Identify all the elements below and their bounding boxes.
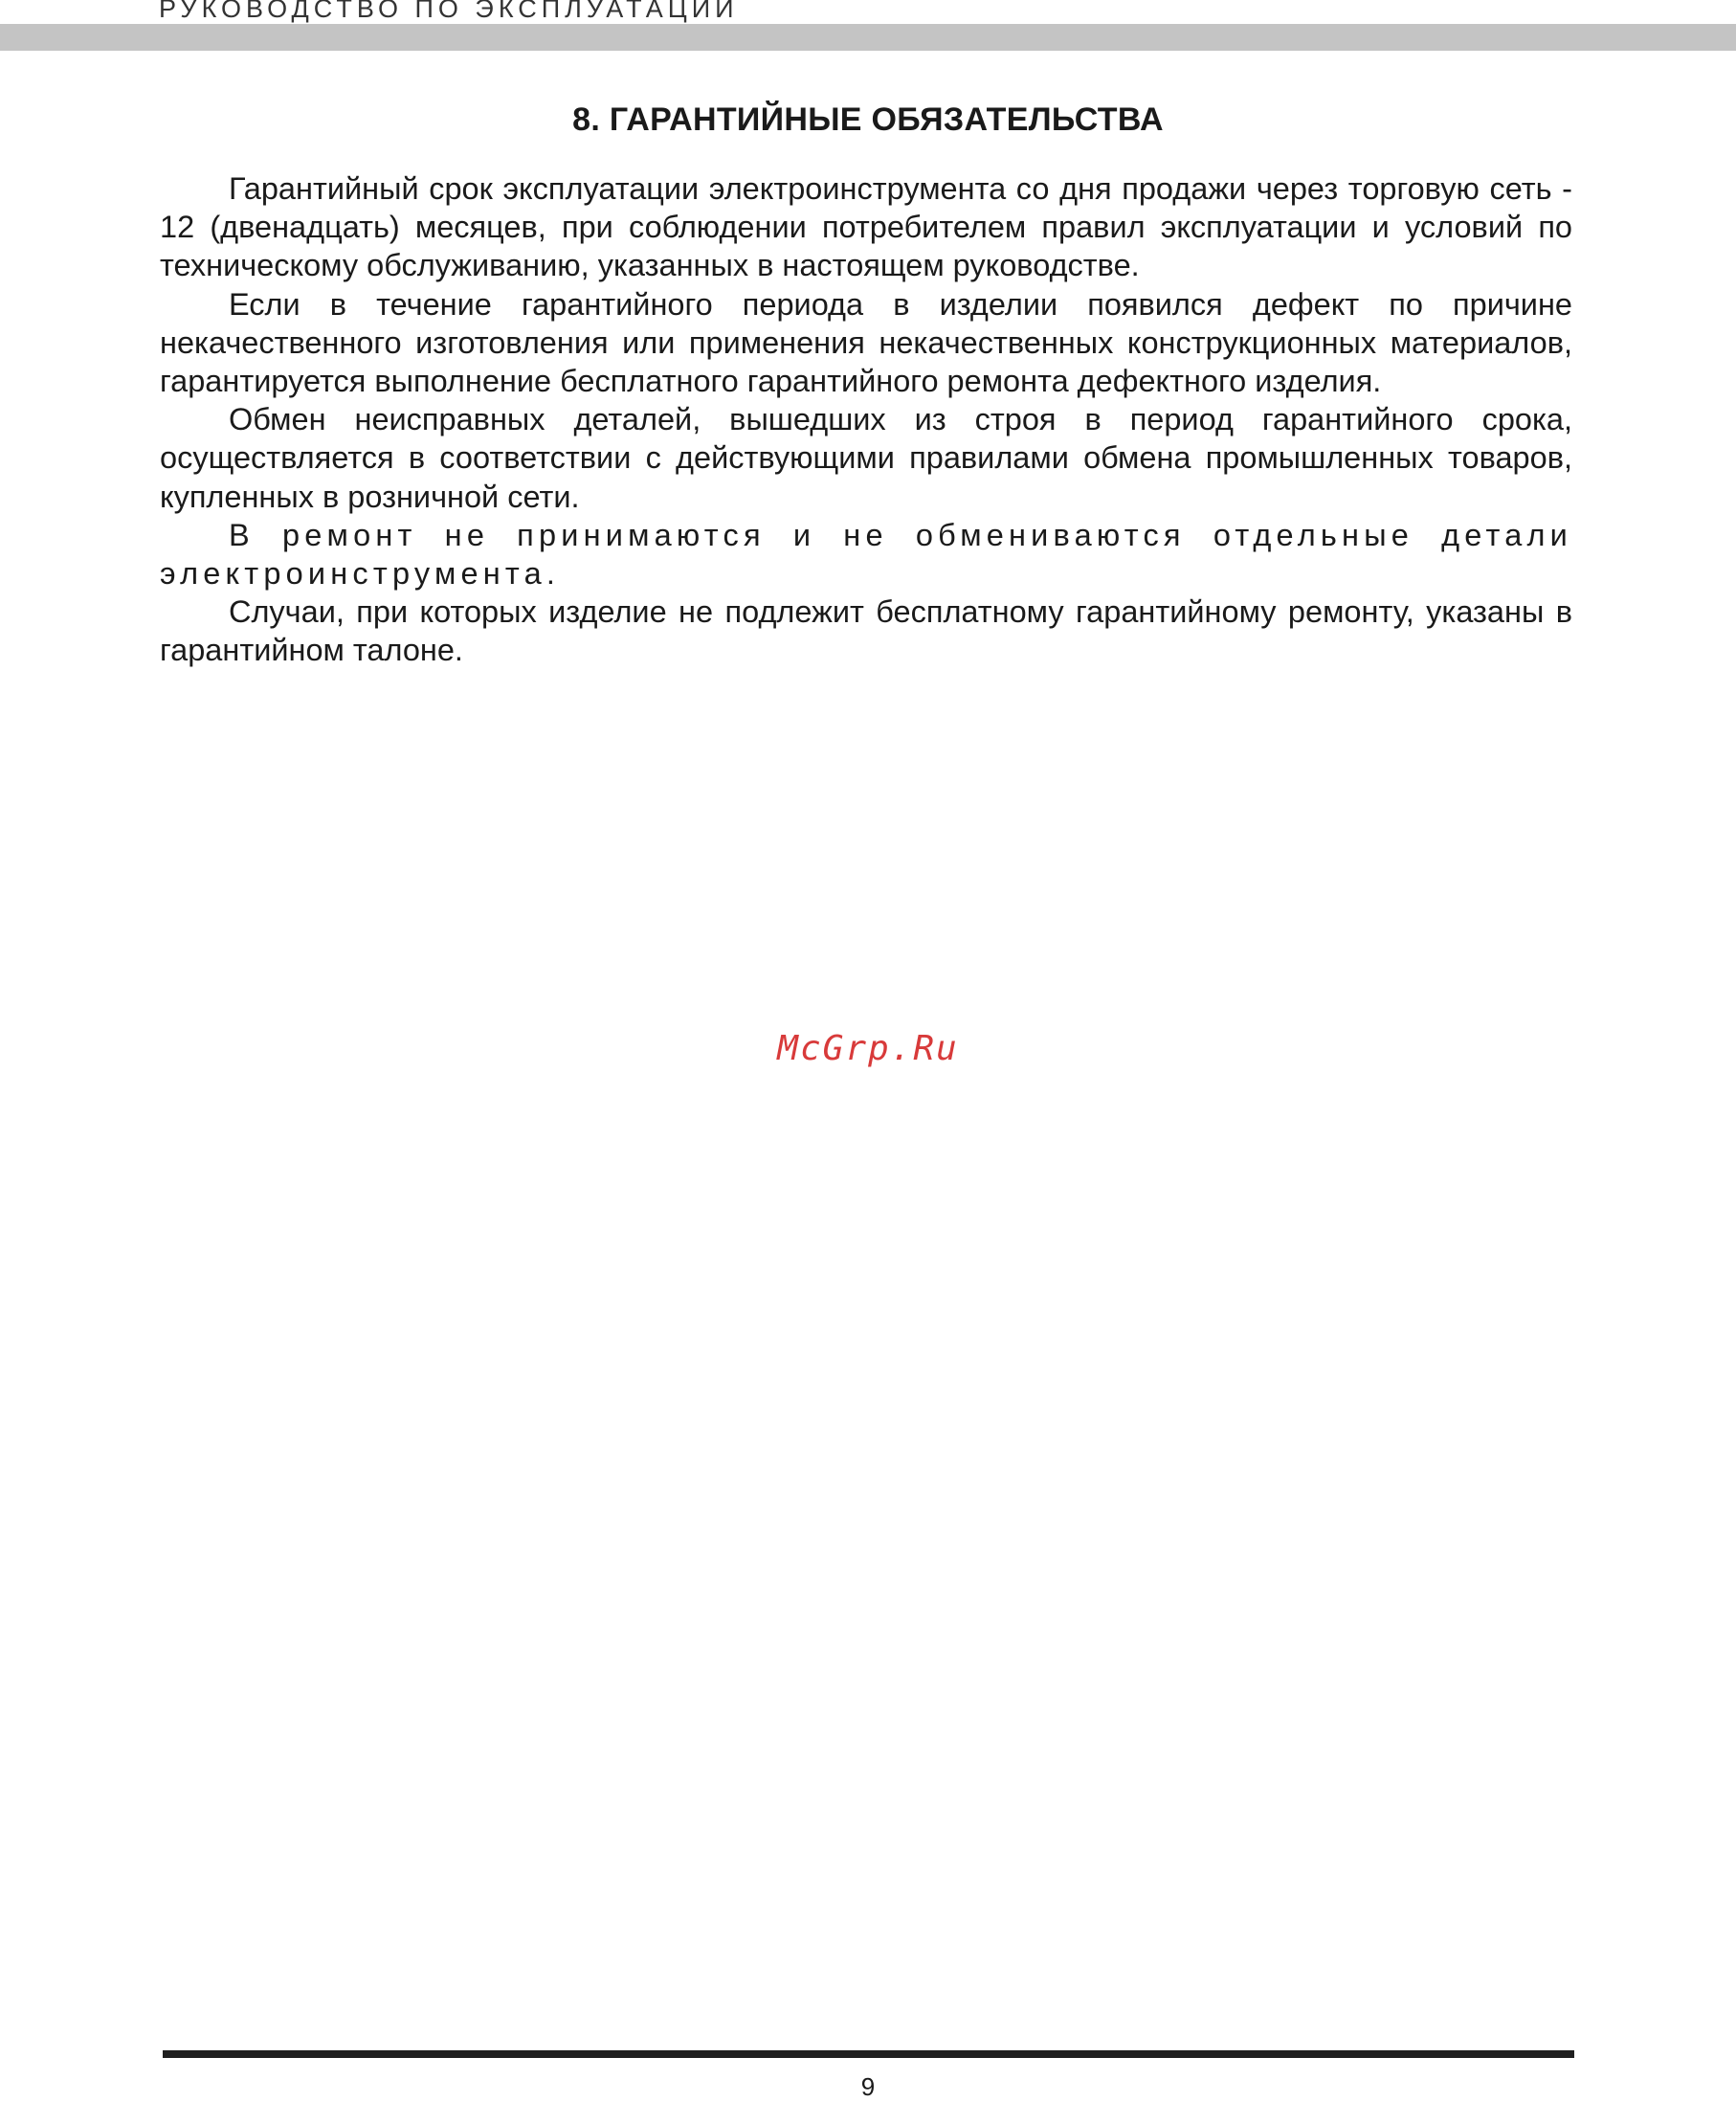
section-title: 8. ГАРАНТИЙНЫЕ ОБЯЗАТЕЛЬСТВА <box>572 101 1164 138</box>
running-header-title: РУКОВОДСТВО ПО ЭКСПЛУАТАЦИИ <box>159 0 739 23</box>
header-bar <box>0 24 1736 51</box>
footer-rule <box>163 2050 1574 2058</box>
paragraph-warranty-period: Гарантийный срок эксплуатации электроинструмента со дня продажи через торговую сеть - 12 (двенадцать) месяцев, при соблюдении потребителем правил эксплуатации и условий по техническому обслуживанию, указанных в настоящем руководстве. <box>160 171 1572 283</box>
paragraph-warranty-card: Случаи, при которых изделие не подлежит бесплатному гарантийному ремонту, указаны в гарантийном талоне. <box>160 594 1572 668</box>
paragraph-excluded-parts: В ремонт не принимаются и не обмениваются отдельные детали электроинструмента. <box>160 517 1572 592</box>
page-number: 9 <box>860 2072 876 2101</box>
section-body <box>160 169 1572 670</box>
watermark: McGrp.Ru <box>777 1029 959 1068</box>
paragraph-parts-exchange: Обмен неисправных деталей, вышедших из строя в период гарантийного срока, осуществляется в соответствии с действующими правилами обмена промышленных товаров, купленных в розничной сети. <box>160 402 1572 514</box>
paragraph-defect-repair: Если в течение гарантийного периода в изделии появился дефект по причине некачественного изготовления или применения некачественных конструкционных материалов, гарантируется выполнение бесплатного гарантийного ремонта дефектного изделия. <box>160 286 1572 399</box>
